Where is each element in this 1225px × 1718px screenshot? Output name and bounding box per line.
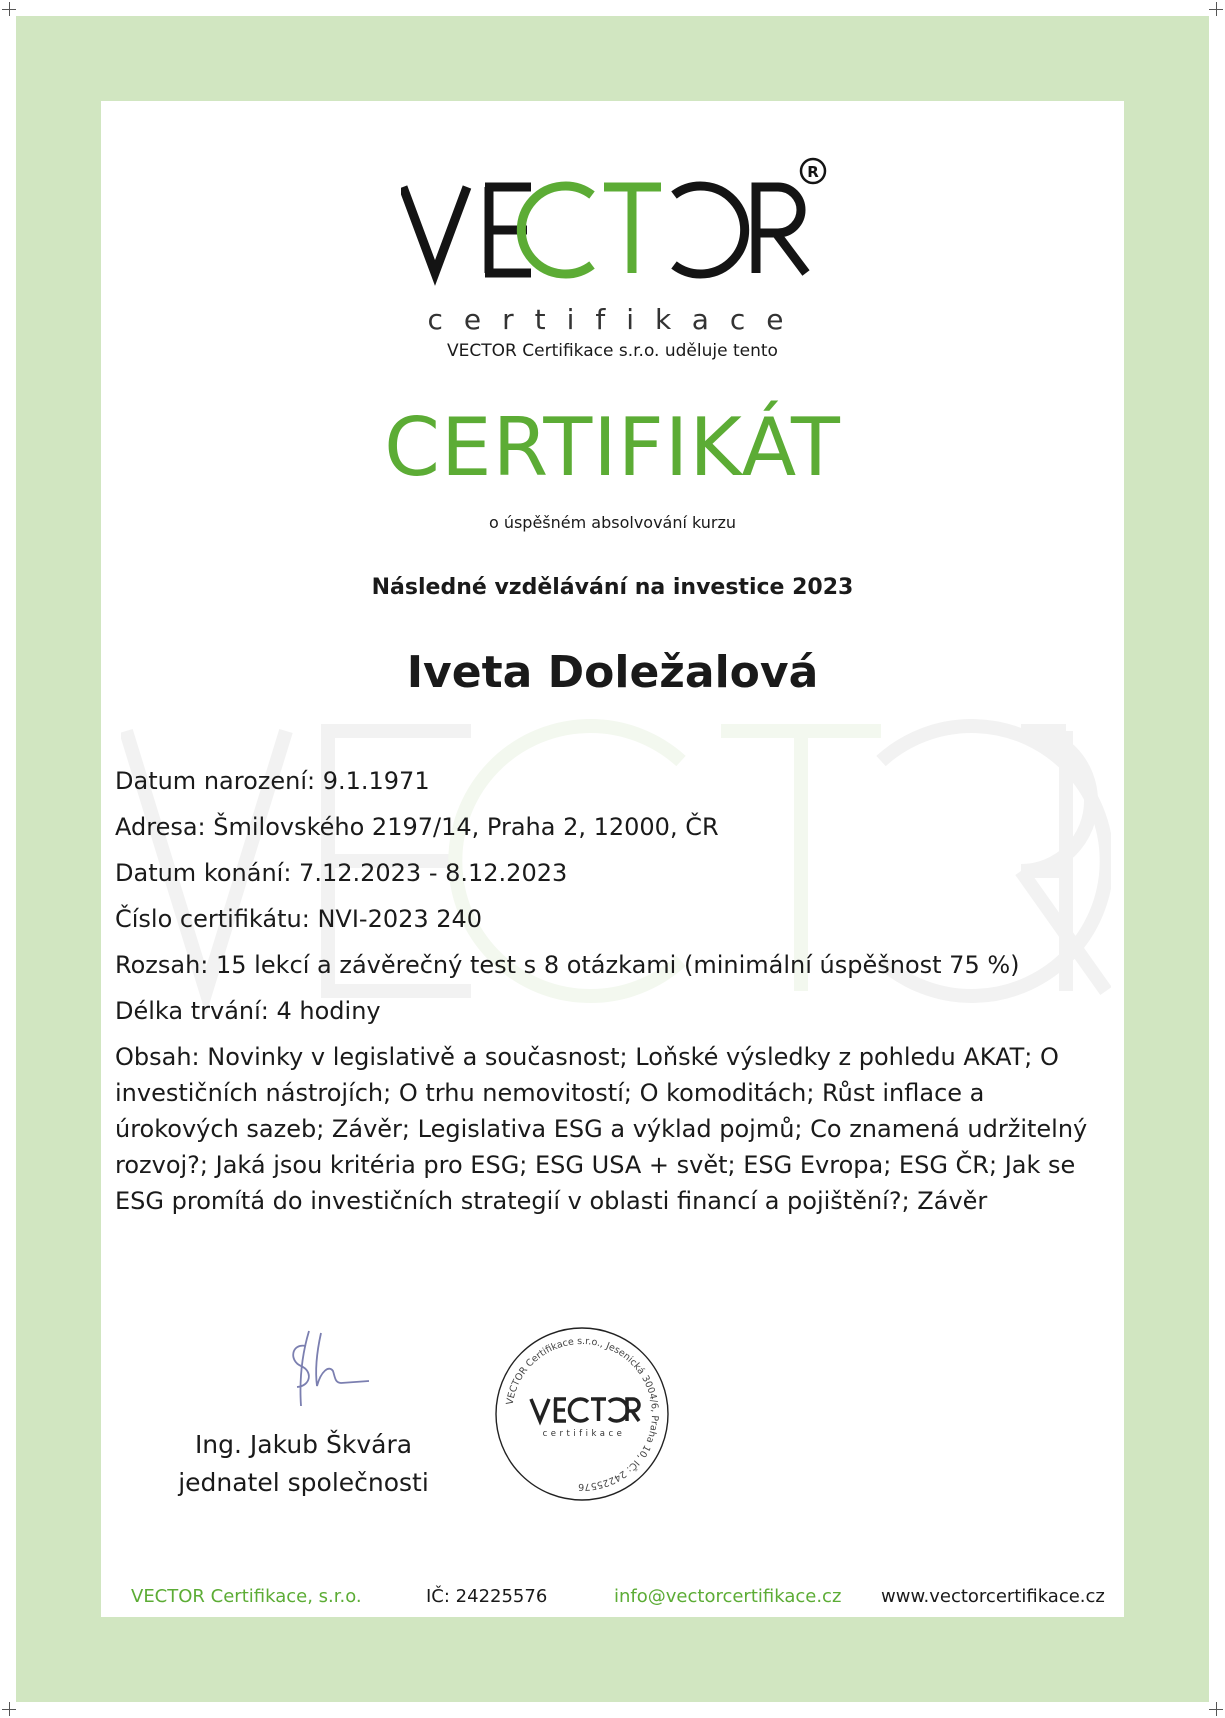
stamp-tagline: certifikace — [542, 1429, 626, 1439]
crop-mark-bottom-left — [2, 1702, 16, 1716]
footer-company: VECTOR Certifikace, s.r.o. — [131, 1586, 362, 1607]
birth-date: Datum narození: 9.1.1971 — [115, 767, 430, 795]
crop-mark-top-right — [1209, 2, 1223, 16]
content: Obsah: Novinky v legislativě a současnost; Loňské výsledky z pohledu AKAT; O investičních nástrojích; O trhu nemovitostí; O komoditách; Růst inflace a úrokových sazeb; Závěr; Legislativa ESG a výklad pojmů; Co znamená udržitelný rozvoj?; Jaká jsou kritéria pro ESG; ESG USA + svět; ESG Evropa; ESG ČR; Jak se ESG promítá do investičních strategií v oblasti financí a pojištění?; Závěr — [115, 1043, 1088, 1215]
stamp-ring-text: VECTOR Certifikace s.r.o., Jesenická 3004/6, Praha 10, IČ: 24225576 — [504, 1335, 661, 1493]
certificate-card — [101, 101, 1124, 1617]
certificate-number: Číslo certifikátu: NVI-2023 240 — [115, 905, 483, 933]
event-date: Datum konání: 7.12.2023 - 8.12.2023 — [115, 859, 568, 887]
recipient-name: Iveta Doležalová — [406, 647, 819, 698]
footer-ico: IČ: 24225576 — [426, 1586, 548, 1607]
svg-text:VECTOR Certifikace s.r.o., Jes — [505, 1336, 660, 1492]
signer-name: Ing. Jakub Škvára — [194, 1430, 413, 1459]
certificate-details — [115, 763, 1115, 1229]
crop-mark-top-left — [2, 2, 16, 16]
footer-email[interactable]: info@vectorcertifikace.cz — [614, 1586, 842, 1607]
signer-block — [151, 1426, 456, 1502]
signer-role: jednatel společnosti — [178, 1468, 429, 1497]
course-name: Následné vzdělávání na investice 2023 — [371, 575, 854, 600]
duration: Délka trvání: 4 hodiny — [115, 997, 381, 1025]
svg-text:certifikace: certifikace — [427, 303, 805, 331]
intro-text: VECTOR Certifikace s.r.o. uděluje tento — [447, 341, 778, 361]
company-stamp — [494, 1326, 670, 1502]
footer-website[interactable]: www.vectorcertifikace.cz — [881, 1586, 1105, 1607]
address: Adresa: Šmilovského 2197/14, Praha 2, 12000, ČR — [115, 813, 719, 841]
crop-mark-bottom-right — [1209, 1702, 1223, 1716]
svg-text:R: R — [807, 163, 819, 181]
handwritten-signature — [251, 1321, 371, 1411]
scope: Rozsah: 15 lekcí a závěrečný test s 8 otázkami (minimální úspěšnost 75 %) — [115, 951, 1020, 979]
subtitle: o úspěšném absolvování kurzu — [488, 513, 737, 532]
vector-logo — [401, 151, 831, 331]
certificate-title: CERTIFIKÁT — [384, 401, 841, 494]
